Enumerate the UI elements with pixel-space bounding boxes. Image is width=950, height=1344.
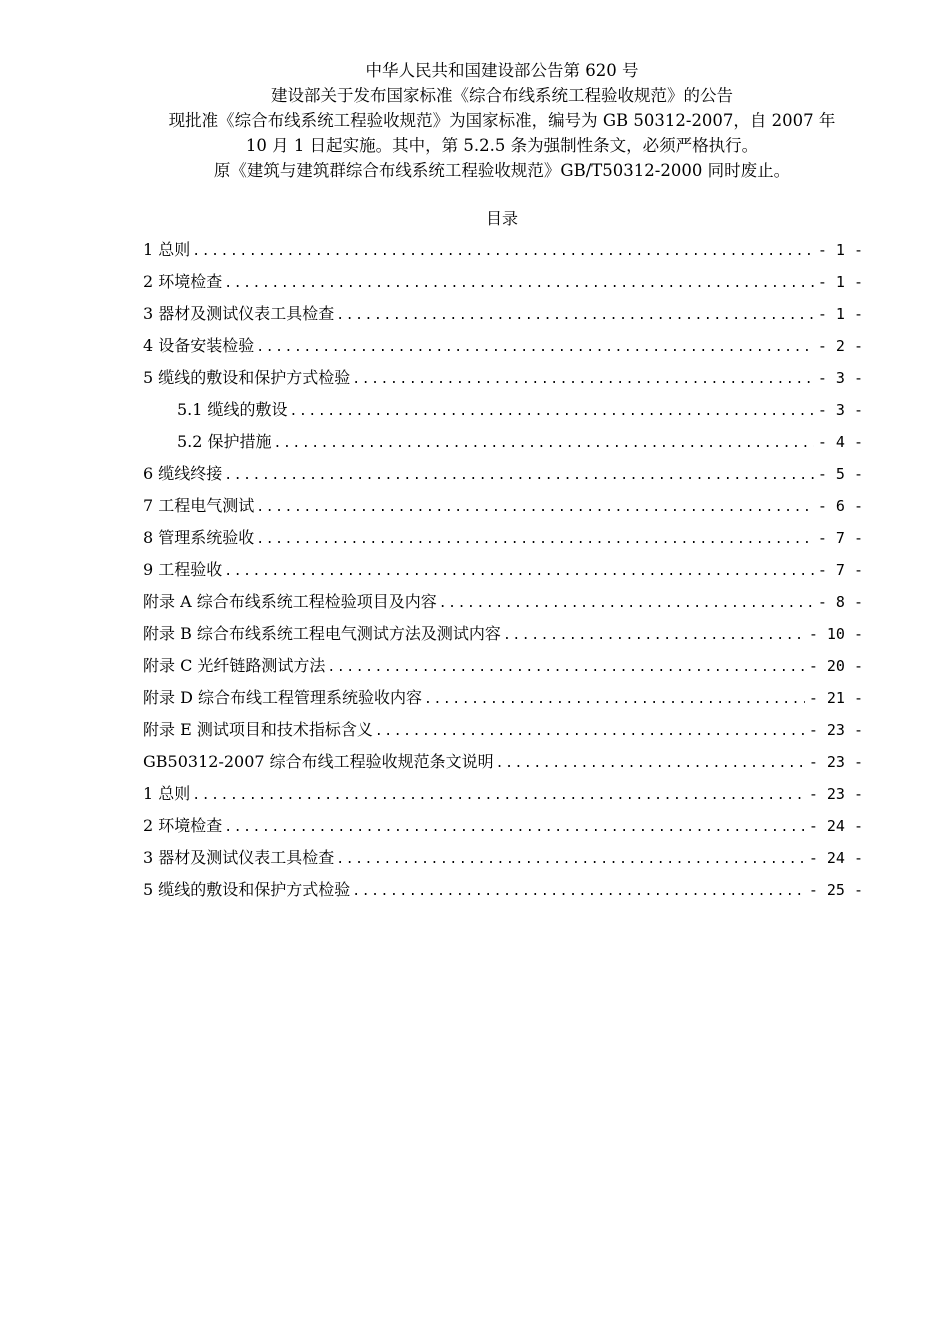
toc-subentry[interactable] <box>143 394 863 426</box>
toc-entry-page: - 6 - <box>817 497 863 515</box>
toc-entry[interactable] <box>143 522 863 554</box>
toc-entry[interactable] <box>143 586 863 618</box>
toc-entry-label: 附录 E 测试项目和技术指标含义 <box>143 720 373 739</box>
toc-leader-dots <box>375 716 805 748</box>
toc-leader-dots <box>439 588 814 620</box>
toc-entry-page: - 20 - <box>808 657 863 675</box>
toc-entry[interactable] <box>143 554 863 586</box>
toc-leader-dots <box>352 876 805 908</box>
toc-entry-label: 1 总则 <box>143 240 191 259</box>
toc-entry[interactable] <box>143 362 863 394</box>
toc-entry-label: 2 环境检查 <box>143 816 223 835</box>
toc-subentry[interactable] <box>143 426 863 458</box>
announcement-body-line-3: 原《建筑与建筑群综合布线系统工程验收规范》GB/T50312-2000 同时废止。 <box>213 161 791 180</box>
toc-entry-label: 3 器材及测试仪表工具检查 <box>143 304 335 323</box>
toc-entry-label: 5 缆线的敷设和保护方式检验 <box>143 880 351 899</box>
toc-entry[interactable] <box>143 874 863 906</box>
toc-entry-page: - 23 - <box>808 721 863 739</box>
toc-entry[interactable] <box>143 778 863 810</box>
toc-leader-dots <box>224 556 814 588</box>
toc-entry[interactable] <box>143 650 863 682</box>
toc-entry-page: - 1 - <box>817 273 863 291</box>
toc-leader-dots <box>224 812 805 844</box>
toc-entry[interactable] <box>143 842 863 874</box>
announcement-number: 中华人民共和国建设部公告第 620 号 <box>365 61 639 80</box>
toc-entry-label: 附录 B 综合布线系统工程电气测试方法及测试内容 <box>143 624 501 643</box>
toc-entry[interactable] <box>143 714 863 746</box>
toc-entry-label: 附录 A 综合布线系统工程检验项目及内容 <box>143 592 437 611</box>
toc-entry-label: 5 缆线的敷设和保护方式检验 <box>143 368 351 387</box>
toc-entry[interactable] <box>143 810 863 842</box>
toc-entry-page: - 7 - <box>817 561 863 579</box>
toc-leader-dots <box>327 652 804 684</box>
toc-entry[interactable] <box>143 330 863 362</box>
toc-entry-page: - 1 - <box>817 241 863 259</box>
toc-leader-dots <box>336 844 805 876</box>
announcement-title: 建设部关于发布国家标准《综合布线系统工程验收规范》的公告 <box>271 86 733 105</box>
toc-entry-label: 5.1 缆线的敷设 <box>177 400 288 419</box>
toc-leader-dots <box>224 268 814 300</box>
toc-entry-label: 4 设备安装检验 <box>143 336 255 355</box>
toc-leader-dots <box>503 620 805 652</box>
toc-entry-page: - 24 - <box>808 849 863 867</box>
announcement-body-line-2: 10 月 1 日起实施。其中，第 5.2.5 条为强制性条文，必须严格执行。 <box>245 136 759 155</box>
toc-entry-label: 3 器材及测试仪表工具检查 <box>143 848 335 867</box>
toc-entry-label: 5.2 保护措施 <box>177 432 272 451</box>
toc-entry[interactable] <box>143 298 863 330</box>
toc-entry-label: 8 管理系统验收 <box>143 528 255 547</box>
toc-entry-label: 附录 C 光纤链路测试方法 <box>143 656 326 675</box>
toc-entry[interactable] <box>143 266 863 298</box>
toc-entry[interactable] <box>143 682 863 714</box>
toc-leader-dots <box>274 428 814 460</box>
toc-entry-label: 7 工程电气测试 <box>143 496 255 515</box>
toc-entry-page: - 24 - <box>808 817 863 835</box>
toc-leader-dots <box>192 236 814 268</box>
toc-entry-page: - 23 - <box>808 785 863 803</box>
announcement-header <box>140 58 864 183</box>
toc-leader-dots <box>256 332 814 364</box>
toc-leader-dots <box>352 364 814 396</box>
toc-title: 目录 <box>485 209 518 228</box>
toc-leader-dots <box>256 492 814 524</box>
toc-entry-page: - 8 - <box>817 593 863 611</box>
toc-entry[interactable] <box>143 490 863 522</box>
toc-entry-page: - 25 - <box>808 881 863 899</box>
toc-entry[interactable] <box>143 458 863 490</box>
table-of-contents <box>143 234 863 906</box>
toc-entry-page: - 1 - <box>817 305 863 323</box>
toc-entry-page: - 5 - <box>817 465 863 483</box>
toc-entry-label: 1 总则 <box>143 784 191 803</box>
toc-entry-page: - 2 - <box>817 337 863 355</box>
toc-leader-dots <box>496 748 805 780</box>
toc-entry-page: - 21 - <box>808 689 863 707</box>
toc-leader-dots <box>424 684 805 716</box>
toc-leader-dots <box>290 396 814 428</box>
toc-entry[interactable] <box>143 746 863 778</box>
toc-entry-page: - 10 - <box>808 625 863 643</box>
toc-entry-label: 2 环境检查 <box>143 272 223 291</box>
toc-leader-dots <box>256 524 814 556</box>
toc-entry-label: 6 缆线终接 <box>143 464 223 483</box>
toc-entry-page: - 23 - <box>808 753 863 771</box>
toc-entry[interactable] <box>143 618 863 650</box>
toc-entry-page: - 7 - <box>817 529 863 547</box>
toc-entry-page: - 4 - <box>817 433 863 451</box>
toc-entry-label: 9 工程验收 <box>143 560 223 579</box>
toc-entry-page: - 3 - <box>817 401 863 419</box>
toc-entry-page: - 3 - <box>817 369 863 387</box>
toc-leader-dots <box>224 460 814 492</box>
announcement-body-line-1: 现批准《综合布线系统工程验收规范》为国家标准，编号为 GB 50312-2007，自 2007 年 <box>168 111 836 130</box>
toc-leader-dots <box>192 780 805 812</box>
toc-entry[interactable] <box>143 234 863 266</box>
toc-leader-dots <box>336 300 814 332</box>
toc-entry-label: GB50312-2007 综合布线工程验收规范条文说明 <box>143 752 494 771</box>
toc-entry-label: 附录 D 综合布线工程管理系统验收内容 <box>143 688 423 707</box>
